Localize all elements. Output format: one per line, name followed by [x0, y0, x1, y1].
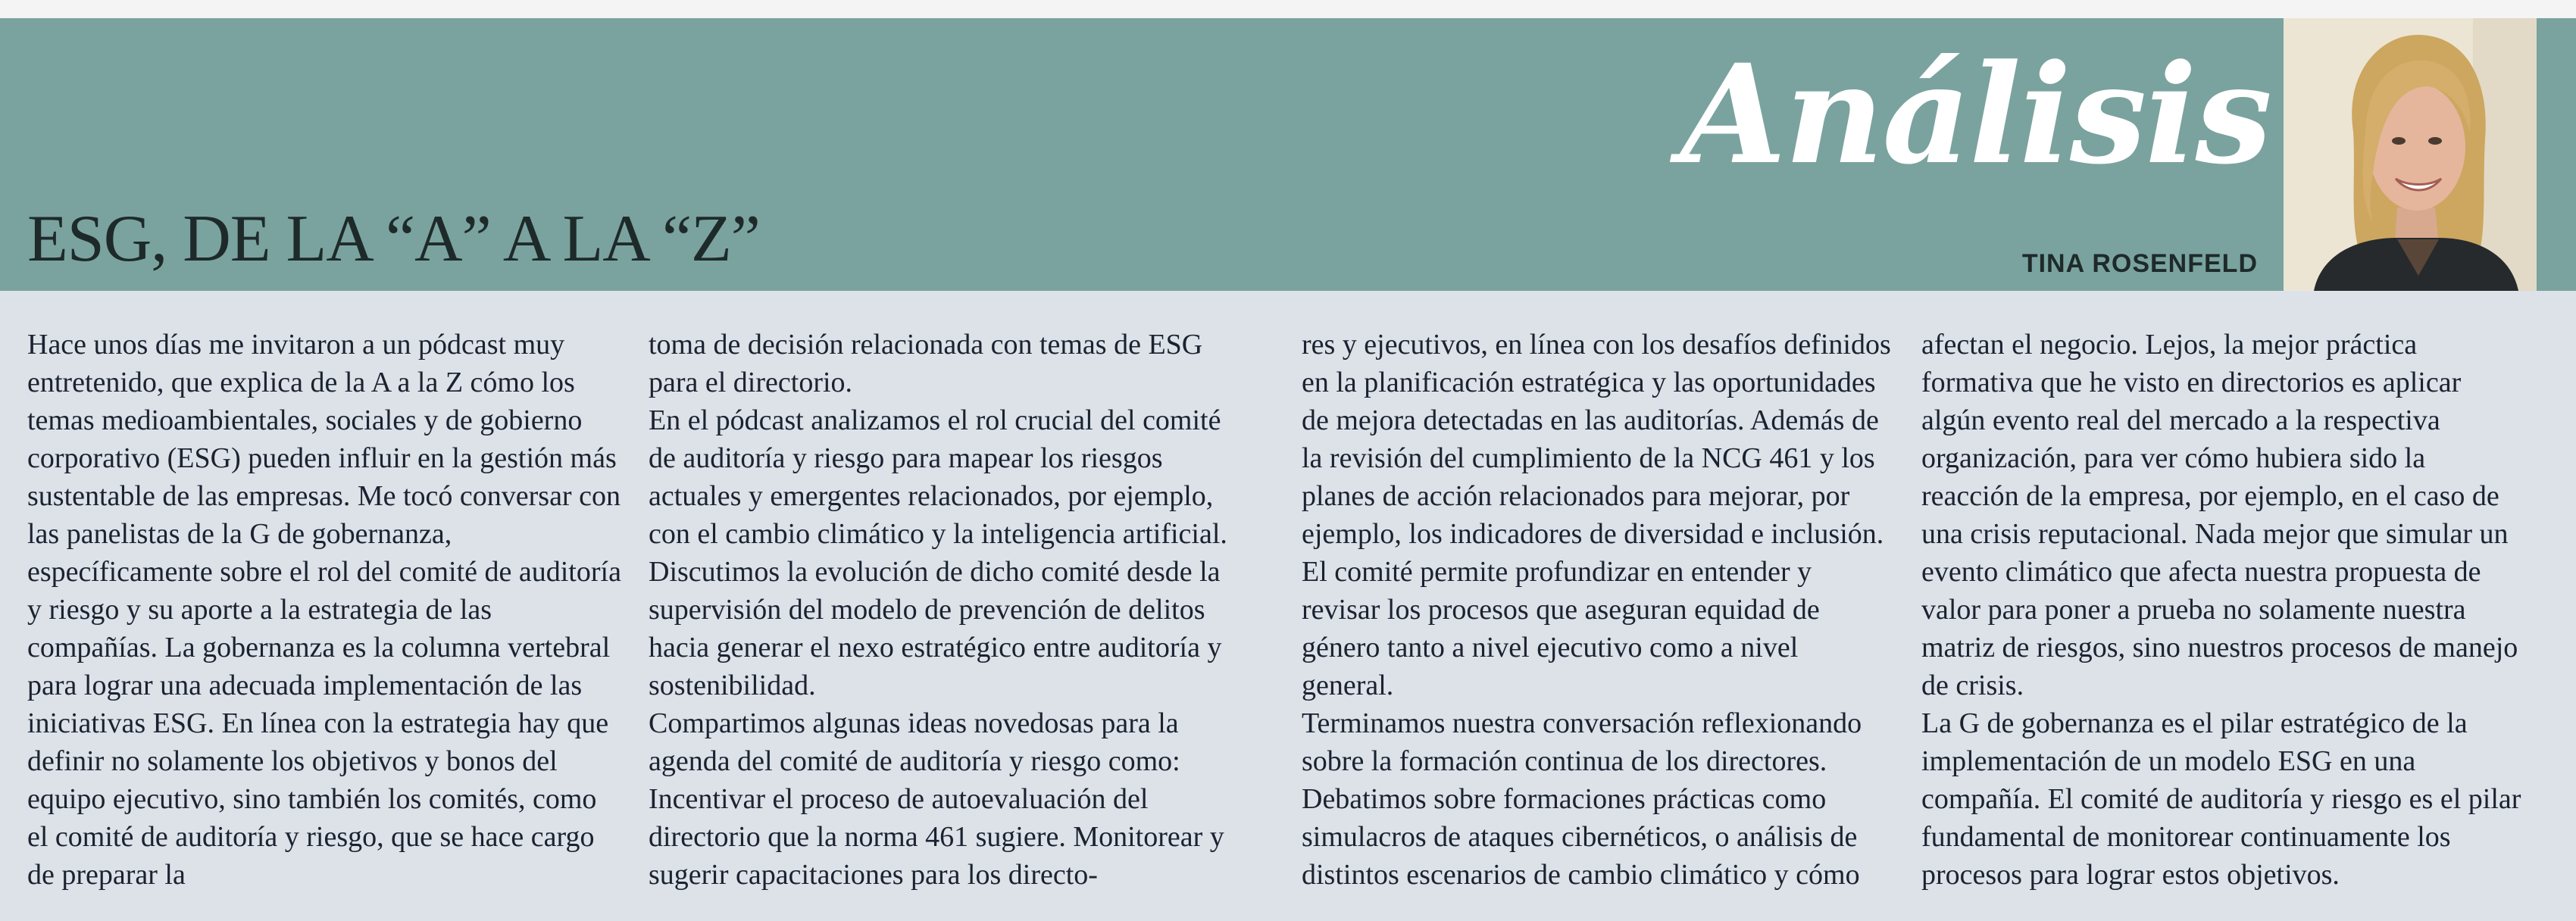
header-banner — [0, 18, 2576, 291]
article-headline: ESG, DE LA “A” A LA “Z” — [27, 202, 760, 276]
paragraph: La G de gobernanza es el pilar estratégico de la implementación de un modelo ESG en una compañía. El comité de auditoría y riesgo es el pilar fundamental de monitorear continuamente los procesos para lograr estos objetivos. — [1921, 707, 2521, 891]
paragraph: res y ejecutivos, en línea con los desafíos definidos en la planificación estratégica y las oportunidades de mejora detectadas en las auditorías. Además de la revisión del cumplimiento de la NCG 461 y los planes de acción relacionados para mejorar, por ejemplo, los indicadores de diversidad e inclusión. El comité permite profundizar en entender y revisar los procesos que aseguran equidad de género tanto a nivel ejecutivo como a nivel general. — [1302, 329, 1891, 701]
author-name: TINA ROSENFELD — [2021, 249, 2258, 278]
paragraph: Terminamos nuestra conversación reflexionando sobre la formación continua de los directores. Debatimos sobre formaciones prácticas como simulacros de ataques cibernéticos, o análisis de distintos escenarios de cambio climático y cómo — [1302, 707, 1862, 891]
article-column-2 — [649, 326, 1243, 894]
paragraph: toma de decisión relacionada con temas de ESG para el directorio. — [649, 329, 1203, 398]
author-photo — [2284, 18, 2537, 291]
article-column-3 — [1302, 326, 1896, 894]
article-body — [0, 291, 2576, 921]
article-column-1 — [27, 326, 621, 894]
paragraph: Hace unos días me invitaron a un pódcast muy entretenido, que explica de la A a la Z cómo los temas medioambientales, sociales y de gobierno corporativo (ESG) pueden influir en la gestión más sustentable de las empresas. Me tocó conversar con las panelistas de la G de gobernanza, específicamente sobre el rol del comité de auditoría y riesgo y su aporte a la estrategia de las compañías. La gobernanza es la columna vertebral para lograr una adecuada implementación de las iniciativas ESG. En línea con la estrategia hay que definir no solamente los objetivos y bonos del equipo ejecutivo, sino también los comités, como el comité de auditoría y riesgo, que se hace cargo de preparar la — [27, 329, 621, 891]
paragraph: En el pódcast analizamos el rol crucial del comité de auditoría y riesgo para mapear los riesgos actuales y emergentes relacionados, por ejemplo, con el cambio climático y la inteligencia artificial. Discutimos la evolución de dicho comité desde la supervisión del modelo de prevención de delitos hacia generar el nexo estratégico entre auditoría y sostenibilidad. — [649, 404, 1227, 701]
article-column-4 — [1921, 326, 2528, 894]
paragraph: Compartimos algunas ideas novedosas para la agenda del comité de auditoría y riesgo como: Incentivar el proceso de autoevaluación del directorio que la norma 461 sugiere. Monitorear y sugerir capacitaciones para los directo- — [649, 707, 1224, 891]
paragraph: afectan el negocio. Lejos, la mejor práctica formativa que he visto en directorios es aplicar algún evento real del mercado a la respectiva organización, para ver cómo hubiera sido la reacción de la empresa, por ejemplo, en el caso de una crisis reputacional. Nada mejor que simular un evento climático que afecta nuestra propuesta de valor para poner a prueba no solamente nuestra matriz de riesgos, sino nuestros procesos de manejo de crisis. — [1921, 329, 2518, 701]
author-portrait-illustration — [2284, 18, 2537, 291]
section-title: Análisis — [1680, 35, 2271, 195]
